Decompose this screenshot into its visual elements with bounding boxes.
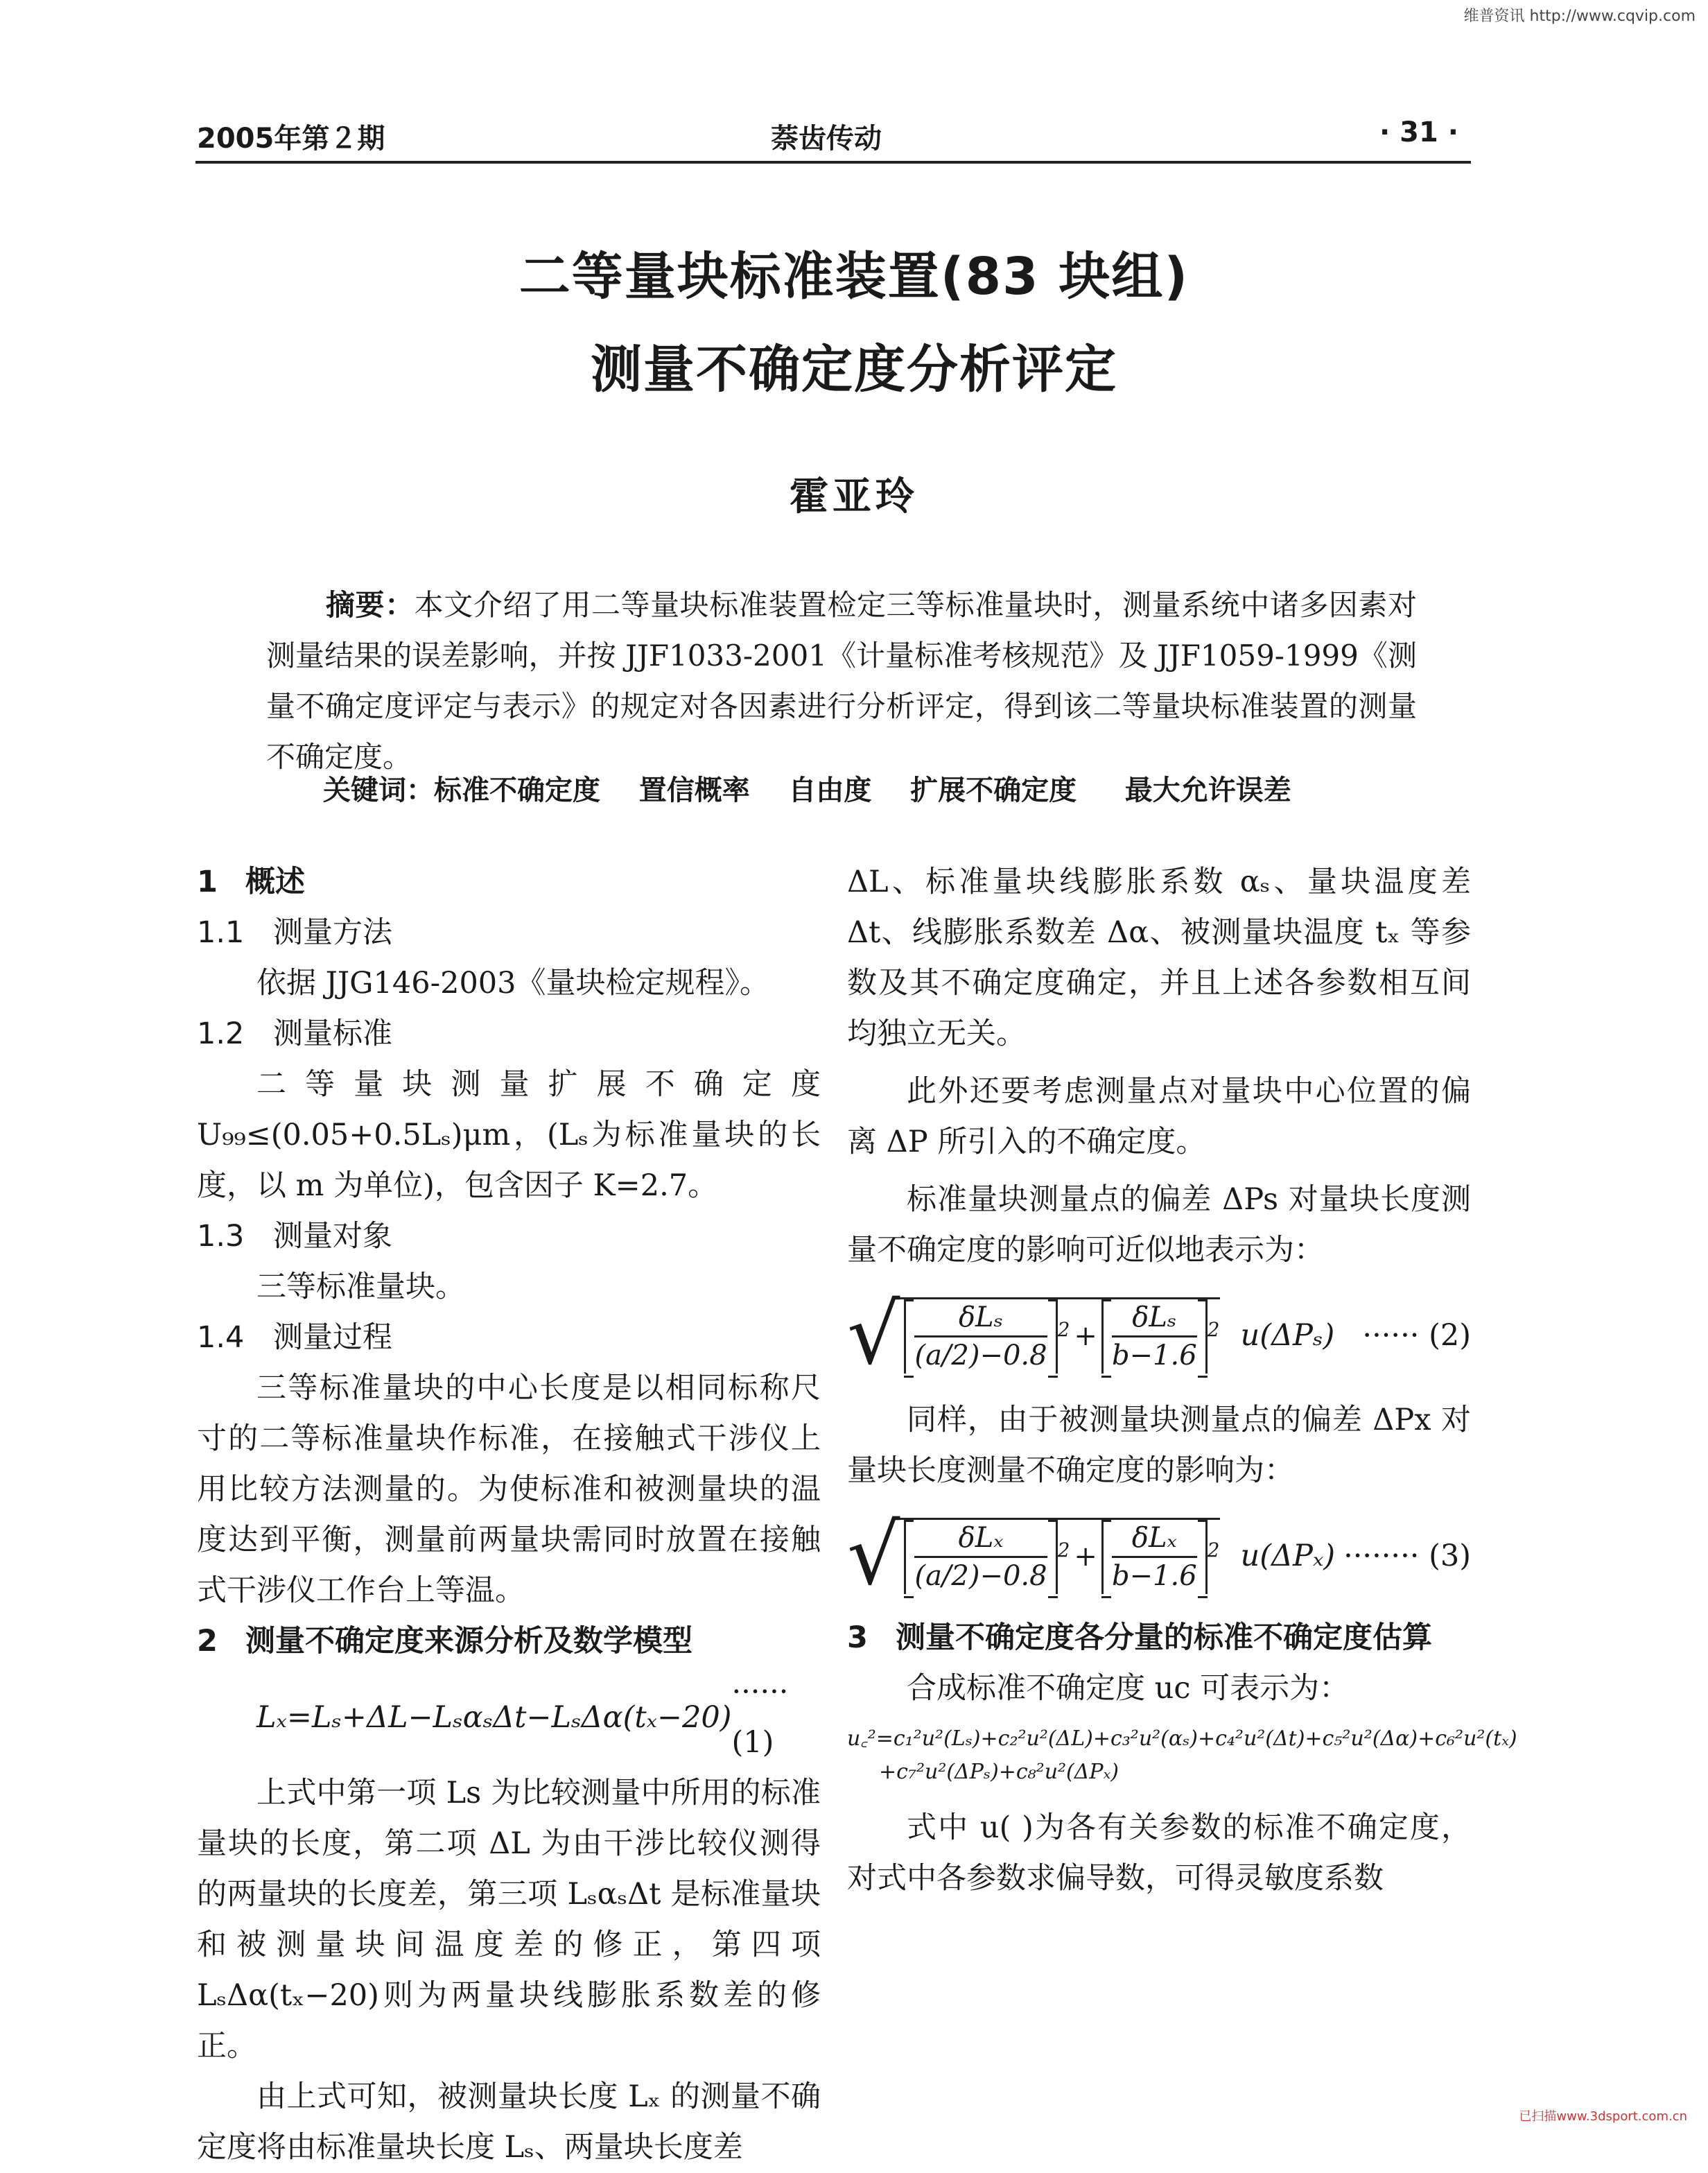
keyword: 最大允许误差 — [1124, 774, 1291, 806]
sqrt-symbol: √ — [847, 1507, 900, 1604]
keyword: 置信概率 — [638, 774, 750, 806]
section-1-4-heading: 1.4 测量过程 — [197, 1320, 392, 1355]
abstract — [266, 580, 1417, 782]
header-rule — [195, 161, 1471, 164]
keywords-label: 关键词： — [323, 774, 434, 806]
title-line-1: 二等量块标准装置(83 块组) — [518, 247, 1190, 306]
section-1-1-heading: 1.1 测量方法 — [197, 915, 392, 950]
page-number: · 31 · — [1379, 116, 1458, 148]
equation-4-line-2: +c₇²u²(ΔPₛ)+c₈²u²(ΔPₓ) — [879, 1760, 1119, 1784]
equation-2: √ $\frac{\text{δLₛ}}{(a/2)-0.8}$ 2 + $\frac{\text{δLₛ}}{b-1.6}$ 2 u(ΔPₛ) ······ (2) — [847, 1287, 1471, 1383]
keyword: 标准不确定度 — [434, 774, 600, 806]
paragraph: 式中 u( )为各有关参数的标准不确定度，对式中各参数求偏导数，可得灵敏度系数 — [847, 1810, 1471, 1896]
title-line-2: 测量不确定度分析评定 — [591, 340, 1117, 399]
section-3-heading: 3 测量不确定度各分量的标准不确定度估算 — [847, 1620, 1432, 1655]
journal-name: 萘齿传动 — [771, 123, 882, 155]
section-2-heading: 2 测量不确定度来源分析及数学模型 — [197, 1624, 692, 1659]
scan-stamp: 已扫描www.3dsport.com.cn — [1519, 2109, 1687, 2124]
keyword: 自由度 — [788, 774, 872, 806]
sqrt-symbol: √ — [847, 1287, 900, 1383]
paragraph: 标准量块测量点的偏差 ΔPs 对量块长度测量不确定度的影响可近似地表示为： — [847, 1182, 1471, 1267]
section-1-2-heading: 1.2 测量标准 — [197, 1016, 392, 1051]
section-1-4-text: 三等标准量块的中心长度是以相同标称尺寸的二等标准量块作标准，在接触式干涉仪上用比较方法测量的。为使标准和被测量块的温度达到平衡，测量前两量块需同时放置在接触式干涉仪工作台上等温。 — [197, 1371, 821, 1608]
abstract-label: 摘要： — [326, 588, 415, 622]
equation-4-line-1: u꜀²=c₁²u²(Lₛ)+c₂²u²(ΔL)+c₃²u²(αₛ)+c₄²u²(Δt)+c₅²u²(Δα)+c₆²u²(tₓ) — [847, 1726, 1517, 1751]
paragraph: 上式中第一项 Ls 为比较测量中所用的标准量块的长度，第二项 ΔL 为由干涉比较仪测得的两量块的长度差，第三项 LₛαₛΔt 是标准量块和被测量块间温度差的修正，第四项 LₛΔα(tₓ−20)则为两量块线膨胀系数差的修正。 — [197, 1776, 821, 2063]
keyword: 扩展不确定度 — [910, 774, 1077, 806]
right-column — [847, 857, 1517, 1904]
paragraph: 同样，由于被测量块测量点的偏差 ΔPx 对量块长度测量不确定度的影响为： — [847, 1403, 1471, 1488]
paragraph: ΔL、标准量块线膨胀系数 αₛ、量块温度差 Δt、线膨胀系数差 Δα、被测量块温度 tₓ 等参数及其不确定度确定，并且上述各参数相互间均独立无关。 — [847, 865, 1471, 1051]
issue-label: 2005年第２期 — [197, 123, 385, 155]
left-column — [197, 857, 821, 2173]
paragraph: 此外还要考虑测量点对量块中心位置的偏离 ΔP 所引入的不确定度。 — [847, 1074, 1471, 1159]
section-1-1-text: 依据 JJG146-2003《量块检定规程》。 — [256, 966, 770, 1001]
equation-3: √ $\frac{\text{δLₓ}}{(a/2)-0.8}$ 2 + $\frac{\text{δLₓ}}{b-1.6}$ 2 u(ΔPₓ) ········ (3) — [847, 1507, 1471, 1604]
watermark: 维普资讯 http://www.cqvip.com — [1463, 8, 1696, 25]
paragraph: 合成标准不确定度 uc 可表示为： — [907, 1671, 1350, 1706]
section-1-3-heading: 1.3 测量对象 — [197, 1219, 392, 1254]
author: 霍亚玲 — [790, 474, 918, 519]
abstract-text: 本文介绍了用二等量块标准装置检定三等标准量块时，测量系统中诸多因素对测量结果的误差影响，并按 JJF1033-2001《计量标准考核规范》及 JJF1059-1999《测量不确定度评定与表示》的规定对各因素进行分析评定，得到该二等量块标准装置的测量不确定度。 — [266, 588, 1417, 774]
section-1-2-text: 二等量块测量扩展不确定度 U₉₉≤(0.05+0.5Lₛ)μm，(Lₛ为标准量块的长度，以 m 为单位)，包含因子 K=2.7。 — [197, 1067, 821, 1203]
keywords — [323, 768, 1291, 808]
section-1-3-text: 三等标准量块。 — [256, 1270, 465, 1304]
section-1-heading: 1 概述 — [197, 865, 305, 899]
paragraph: 由上式可知，被测量块长度 Lₓ 的测量不确定度将由标准量块长度 Lₛ、两量块长度差 — [197, 2079, 821, 2165]
equation-1: Lₓ=Lₛ+ΔL−LₛαₛΔt−LₛΔα(tₓ−20) ······ (1) — [256, 1674, 789, 1760]
